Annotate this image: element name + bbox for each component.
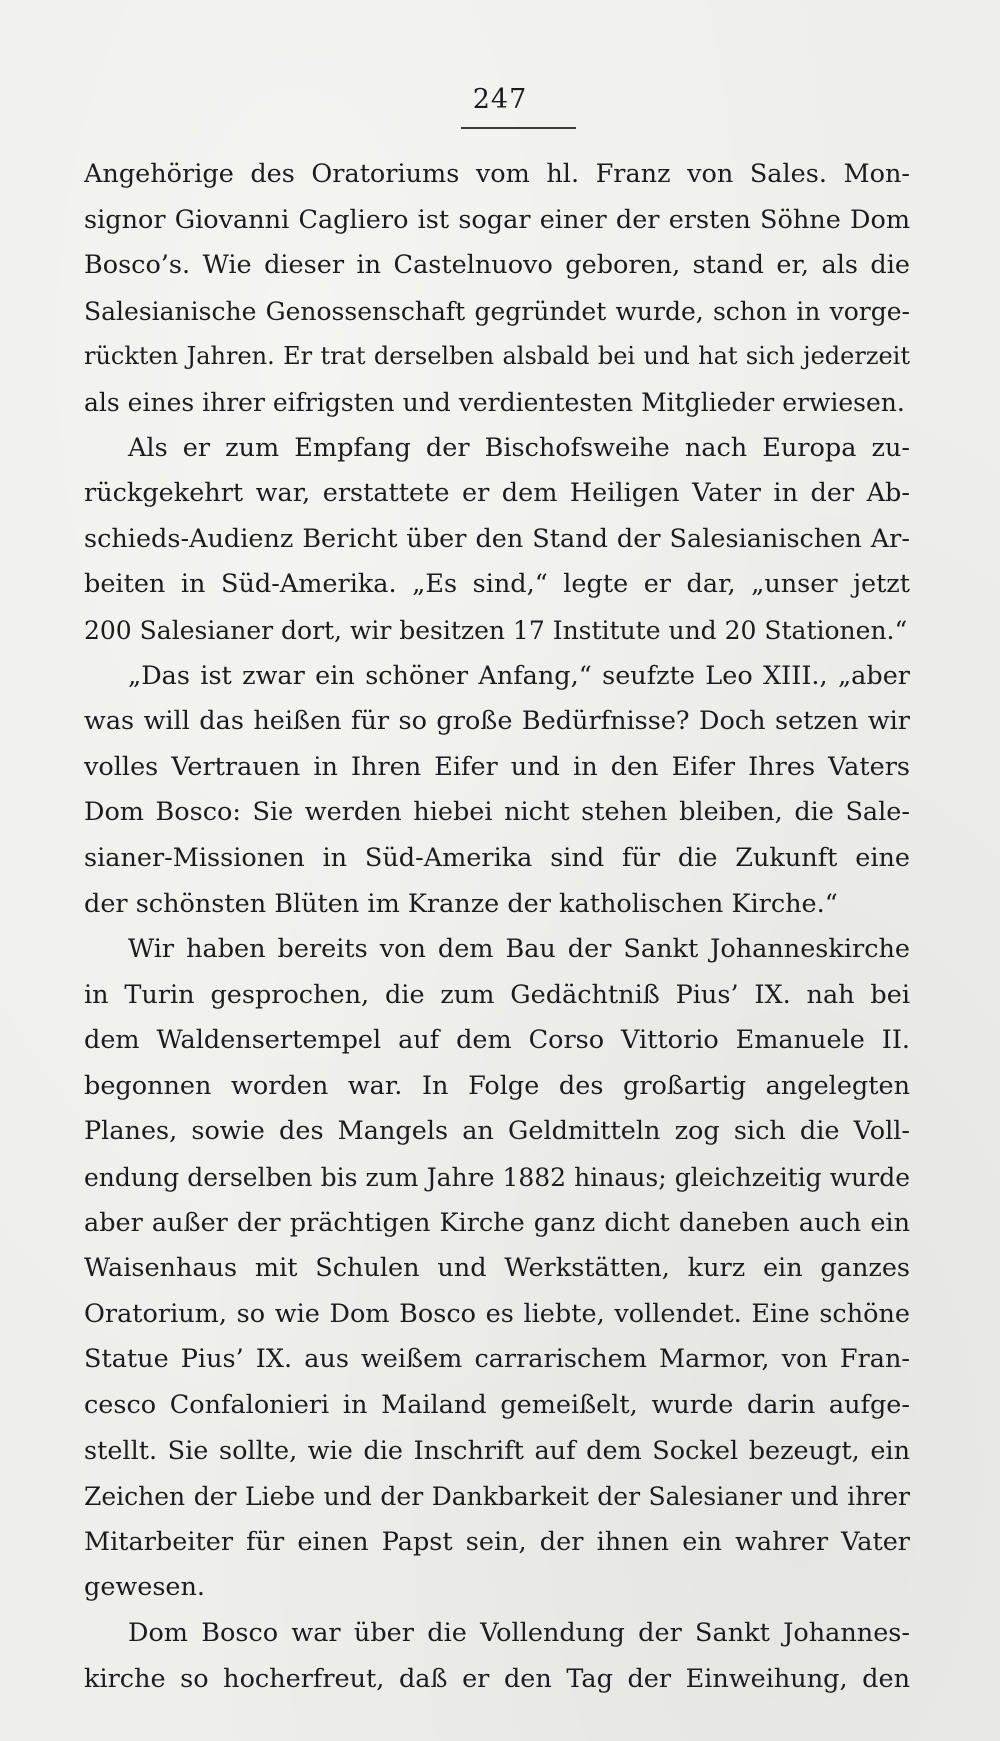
text-line: in Turin gesprochen, die zum Gedächtniß Pius’ IX. nah bei (84, 979, 910, 1010)
text-line: Bosco’s. Wie dieser in Castelnuovo geboren, stand er, als die (84, 250, 910, 281)
text-line: als eines ihrer eifrigsten und verdientesten Mitglieder erwiesen. (84, 387, 905, 417)
text-line: was will das heißen für so große Bedürfnisse? Doch setzen wir (84, 706, 910, 737)
text-line: Zeichen der Liebe und der Dankbarkeit der Salesianer und ihrer (84, 1482, 910, 1512)
text-line: gewesen. (84, 1572, 206, 1603)
text-line: rückten Jahren. Er trat derselben alsbald bei und hat sich jederzeit (84, 342, 910, 371)
text-line: signor Giovanni Cagliero ist sogar einer der ersten Söhne Dom (84, 204, 910, 235)
header-rule (461, 127, 576, 129)
text-line: schieds-Audienz Bericht über den Stand der Salesianischen Ar- (84, 523, 910, 554)
text-line: Salesianische Genossenschaft gegründet wurde, schon in vorge- (84, 296, 910, 326)
text-line: Mitarbeiter für einen Papst sein, der ihnen ein wahrer Vater (84, 1526, 910, 1557)
text-line: cesco Confalonieri in Mailand gemeißelt, wurde darin aufge- (84, 1390, 910, 1421)
text-line: rückgekehrt war, erstattete er dem Heiligen Vater in der Ab- (84, 478, 910, 509)
text-line: begonnen worden war. In Folge des großartig angelegten (84, 1070, 910, 1101)
text-line: Waisenhaus mit Schulen und Werkstätten, kurz ein ganzes (84, 1253, 910, 1284)
text-line: endung derselben bis zum Jahre 1882 hinaus; gleichzeitig wurde (84, 1163, 910, 1193)
body-text (84, 152, 910, 1702)
text-line: Planes, sowie des Mangels an Geldmitteln zog sich die Voll- (84, 1116, 910, 1147)
text-line: Angehörige des Oratoriums vom hl. Franz von Sales. Mon- (84, 159, 910, 189)
text-line: der schönsten Blüten im Kranze der katholischen Kirche.“ (84, 888, 838, 919)
text-line: beiten in Süd-Amerika. „Es sind,“ legte er dar, „unser jetzt (84, 569, 910, 600)
text-line: 200 Salesianer dort, wir besitzen 17 Institute und 20 Stationen.“ (84, 615, 908, 645)
text-line: Dom Bosco: Sie werden hiebei nicht stehen bleiben, die Sale- (84, 797, 910, 828)
text-line: Statue Pius’ IX. aus weißem carrarischem Marmor, von Fran- (84, 1344, 910, 1375)
text-line: „Das ist zwar ein schöner Anfang,“ seufzte Leo XIII., „aber (128, 660, 910, 691)
text-line: sianer-Missionen in Süd-Amerika sind für die Zukunft eine (84, 842, 910, 873)
text-line: volles Vertrauen in Ihren Eifer und in den Eifer Ihres Vaters (84, 751, 910, 782)
page-number: 247 (472, 84, 528, 115)
text-line: Oratorium, so wie Dom Bosco es liebte, vollendet. Eine schöne (84, 1298, 910, 1329)
text-line: dem Waldensertempel auf dem Corso Vittorio Emanuele II. (84, 1025, 910, 1056)
text-line: Dom Bosco war über die Vollendung der Sankt Johannes- (128, 1618, 910, 1648)
text-line: Als er zum Empfang der Bischofsweihe nach Europa zu- (128, 432, 910, 463)
text-line: aber außer der prächtigen Kirche ganz dicht daneben auch ein (84, 1207, 910, 1238)
text-line: Wir haben bereits von dem Bau der Sankt Johanneskirche (128, 934, 910, 965)
text-line: kirche so hocherfreut, daß er den Tag der Einweihung, den (84, 1663, 910, 1694)
text-line: stellt. Sie sollte, wie die Inschrift auf dem Sockel bezeugt, ein (84, 1435, 910, 1466)
